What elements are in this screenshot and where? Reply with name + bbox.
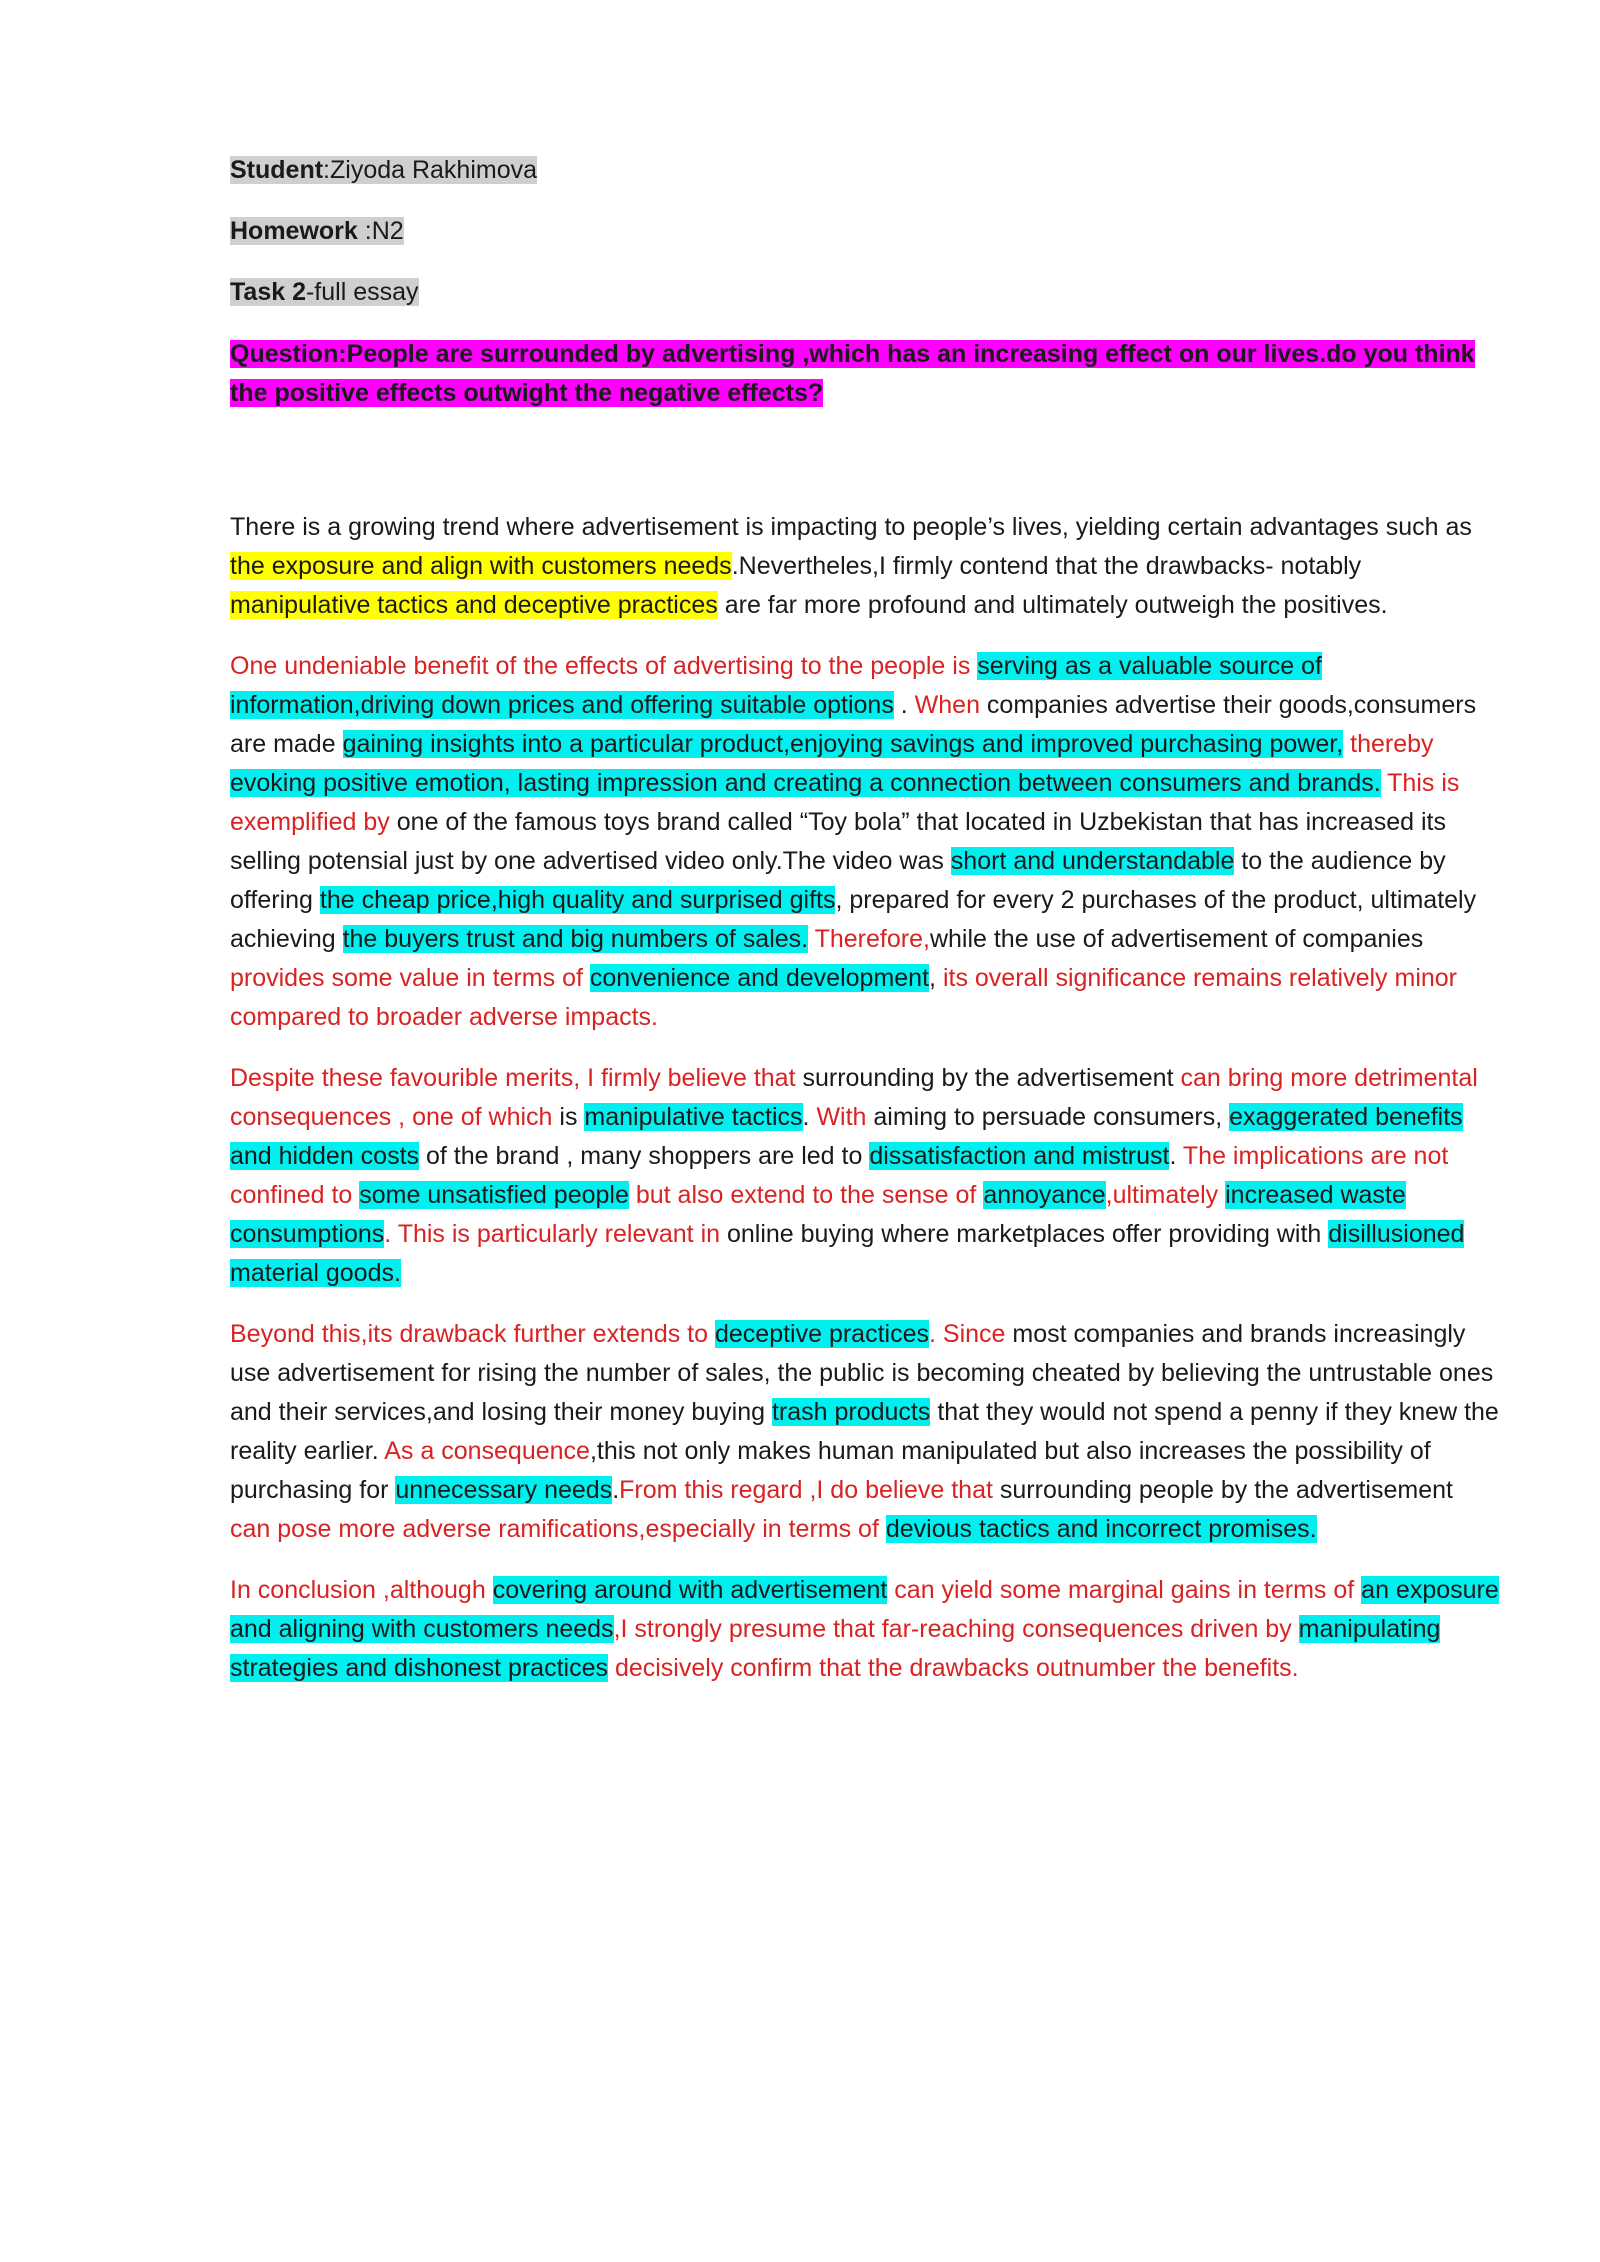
red-text: As a consequence xyxy=(384,1437,590,1465)
cyan-highlight-text: trash products xyxy=(771,1398,931,1426)
cyan-highlight-text: unnecessary needs xyxy=(395,1476,613,1504)
red-text: thereby xyxy=(1343,730,1434,758)
plain-text: surrounding people by the advertisement xyxy=(999,1476,1453,1504)
cyan-highlight-text: serving as a valuable source of information,driving down prices and offering suitable options xyxy=(230,652,1322,719)
paragraph-introduction xyxy=(230,508,1500,625)
plain-text: . xyxy=(612,1476,620,1504)
essay-question xyxy=(230,335,1500,413)
cyan-highlight-text: dissatisfaction and mistrust xyxy=(869,1142,1170,1170)
red-text: can yield some marginal gains in terms of xyxy=(887,1576,1362,1604)
paragraph-conclusion xyxy=(230,1571,1500,1688)
plain-text: ,this not only makes human manipulated but also increases the possibility of purchasing for xyxy=(230,1437,1431,1504)
red-text: This is exemplified by xyxy=(230,769,1460,836)
paragraph-body-2 xyxy=(230,1059,1500,1293)
red-text: In conclusion ,although xyxy=(230,1576,493,1604)
plain-text: of the brand , many shoppers are led to xyxy=(419,1142,870,1170)
red-text: ,I strongly presume that far-reaching consequences driven by xyxy=(613,1615,1299,1643)
red-text: can bring more detrimental consequences , one of which xyxy=(230,1064,1478,1131)
plain-text: one of the famous toys brand called “Toy bola” that located in Uzbekistan that has increased its selling potensial just by one advertised video only.The video was xyxy=(230,808,1446,875)
paragraph-body-3 xyxy=(230,1315,1500,1549)
plain-text: surrounding by the advertisement xyxy=(802,1064,1181,1092)
red-text: The implications are not confined to xyxy=(230,1142,1449,1209)
red-text: can pose more adverse ramifications,especially in terms of xyxy=(230,1515,886,1543)
cyan-highlight-text: annoyance xyxy=(983,1181,1106,1209)
plain-text: is xyxy=(559,1103,585,1131)
red-text: From this regard ,I do believe that xyxy=(619,1476,1000,1504)
red-text: One undeniable benefit of the effects of advertising to the people is xyxy=(230,652,978,680)
student-highlight xyxy=(230,156,537,184)
plain-text: that they would not spend a penny if they knew the reality earlier. xyxy=(230,1398,1499,1465)
yellow-highlight-text: manipulative tactics and deceptive practices xyxy=(230,591,718,619)
task-label: Task 2 xyxy=(230,278,306,306)
cyan-highlight-text: deceptive practices xyxy=(714,1320,929,1348)
cyan-highlight-text: exaggerated benefits and hidden costs xyxy=(230,1103,1463,1170)
student-label: Student xyxy=(230,156,324,184)
red-text: decisively confirm that the drawbacks outnumber the benefits. xyxy=(608,1654,1299,1682)
cyan-highlight-text: gaining insights into a particular product,enjoying savings and improved purchasing power, xyxy=(342,730,1344,758)
homework-highlight xyxy=(230,217,404,245)
task-value: -full essay xyxy=(305,278,419,306)
plain-text: while the use of advertisement of companies xyxy=(929,925,1424,953)
plain-text: . xyxy=(802,1103,817,1131)
plain-text: online buying where marketplaces offer providing with xyxy=(720,1220,1329,1248)
red-text: . Since xyxy=(929,1320,1006,1348)
plain-text: . xyxy=(1169,1142,1183,1170)
yellow-highlight-text: the exposure and align with customers needs xyxy=(230,552,732,580)
paragraph-body-1 xyxy=(230,647,1500,1037)
task-highlight xyxy=(230,278,419,306)
cyan-highlight-text: manipulative tactics xyxy=(584,1103,803,1131)
plain-text: most companies and brands increasingly use advertisement for rising the number of sales, the public is becoming cheated by believing the untrustable ones and their services,and losing their money buying xyxy=(230,1320,1494,1426)
red-text: When xyxy=(914,691,980,719)
red-text: its overall significance remains relatively minor compared to broader adverse impacts. xyxy=(230,964,1458,1031)
cyan-highlight-text: evoking positive emotion, lasting impression and creating a connection between consumers and brands. xyxy=(230,769,1381,797)
cyan-highlight-text: increased waste consumptions xyxy=(230,1181,1406,1248)
cyan-highlight-text: manipulating strategies and dishonest practices xyxy=(230,1615,1441,1682)
red-text: . This is particularly relevant in xyxy=(384,1220,721,1248)
cyan-highlight-text: covering around with advertisement xyxy=(492,1576,888,1604)
plain-text: , xyxy=(929,964,943,992)
plain-text: , prepared for every 2 purchases of the product, ultimately achieving xyxy=(230,886,1477,953)
plain-text: to the audience by offering xyxy=(230,847,1446,914)
homework-line xyxy=(230,213,1500,249)
red-text: Despite these favourible merits, I firmly believe that xyxy=(230,1064,803,1092)
cyan-highlight-text: short and understandable xyxy=(950,847,1235,875)
homework-label: Homework xyxy=(230,217,358,245)
plain-text: companies advertise their goods,consumers are made xyxy=(230,691,1477,758)
cyan-highlight-text: an exposure and aligning with customers needs xyxy=(230,1576,1499,1643)
plain-text: There is a growing trend where advertisement is impacting to people’s lives, yielding certain advantages such as xyxy=(230,513,1472,541)
red-text: ,ultimately xyxy=(1105,1181,1226,1209)
red-text: Beyond this,its drawback further extends to xyxy=(230,1320,715,1348)
red-text: but also extend to the sense of xyxy=(628,1181,984,1209)
cyan-highlight-text: some unsatisfied people xyxy=(359,1181,629,1209)
cyan-highlight-text: convenience and development xyxy=(589,964,930,992)
plain-text: . xyxy=(893,691,915,719)
red-text: provides some value in terms of xyxy=(230,964,590,992)
cyan-highlight-text: the cheap price,high quality and surprised gifts xyxy=(319,886,836,914)
red-text: With xyxy=(816,1103,867,1131)
question-text: Question:People are surrounded by advertising ,which has an increasing effect on our lives.do you think the positive effects outwight the negative effects? xyxy=(230,340,1475,407)
cyan-highlight-text: devious tactics and incorrect promises. xyxy=(885,1515,1317,1543)
homework-value: :N2 xyxy=(357,217,404,245)
plain-text: are far more profound and ultimately outweigh the positives. xyxy=(717,591,1388,619)
cyan-highlight-text: the buyers trust and big numbers of sales. xyxy=(342,925,809,953)
plain-text: aiming to persuade consumers, xyxy=(866,1103,1230,1131)
task-line xyxy=(230,274,1500,310)
red-text: Therefore, xyxy=(808,925,930,953)
plain-text: .Nevertheles,I firmly contend that the drawbacks- notably xyxy=(731,552,1362,580)
cyan-highlight-text: disillusioned material goods. xyxy=(230,1220,1465,1287)
student-line xyxy=(230,152,1500,188)
student-value: :Ziyoda Rakhimova xyxy=(323,156,538,184)
